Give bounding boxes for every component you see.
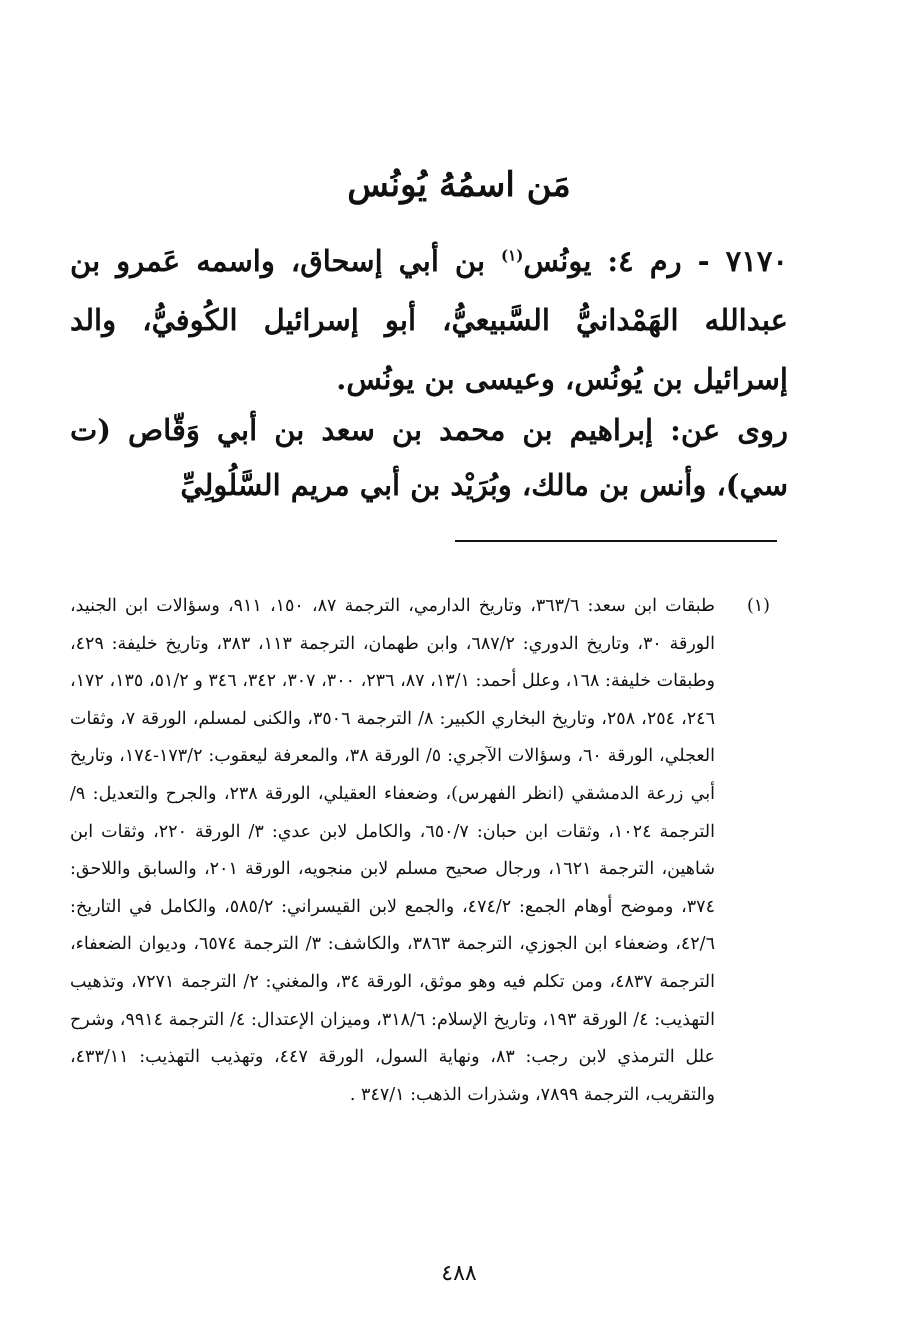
entry-number: ٧١٧٠ [725,244,788,278]
footnote-text: طبقات ابن سعد: ٣٦٣/٦، وتاريخ الدارمي، الترجمة ٨٧، ١٥٠، ٩١١، وسؤالات ابن الجنيد، الورقة ٣٠، وتاريخ الدوري: ٦٨٧/٢، وابن طهمان، الترجمة ١١٣، ٣٨٣، وتاريخ خليفة: ٤٢٩، وطبقات خليفة: ١٦٨، وعلل أحمد: ١٣/١، ٨٧، ٢٣٦، ٣٠٠، ٣٠٧، ٣٤٢، ٣٤٦ و ٥١/٢، ١٣٥، ١٧٢، ٢٤٦، ٢٥٤، ٢٥٨، وتاريخ البخاري الكبير: ٨/ الترجمة ٣٥٠٦، والكنى لمسلم، الورقة ٧، وثقات العجلي، الورقة ٦٠، وسؤالات الآجري: ٥/ الورقة ٣٨، والمعرفة ليعقوب: ١٧٣/٢-١٧٤، وتاريخ أبي زرعة الدمشقي (انظر الفهرس)، وضعفاء العقيلي، الورقة ٢٣٨، والجرح والتعديل: ٩/ الترجمة ١٠٢٤، وثقات ابن حبان: ٦٥٠/٧، والكامل لابن عدي: ٣/ الورقة ٢٢٠، وثقات ابن شاهين، الترجمة ١٦٢١، ورجال صحيح مسلم لابن منجويه، الورقة ٢٠١، والسابق واللاحق: ٣٧٤، وموضح أوهام الجمع: ٤٧٤/٢، والجمع لابن القيسراني: ٥٨٥/٢، والكامل في التاريخ: ٤٢/٦، وضعفاء ابن الجوزي، الترجمة ٣٨٦٣، والكاشف: ٣/ الترجمة ٦٥٧٤، وديوان الضعفاء، الترجمة ٤٨٣٧، ومن تكلم فيه وهو موثق، الورقة ٣٤، والمغني: ٢/ الترجمة ٧٢٧١، وتذهيب التهذيب: ٤/ الورقة ١٩٣، وتاريخ الإسلام: ٣١٨/٦، وميزان الإعتدال: ٤/ الترجمة ٩٩١٤، وشرح علل الترمذي لابن رجب: ٨٣، ونهاية السول، الورقة ٤٤٧، وتهذيب التهذيب: ٤٣٣/١١، والتقريب، الترجمة ٧٨٩٩، وشذرات الذهب: ٣٤٧/١ . [70,596,716,1105]
page-number: ٤٨٨ [441,1261,477,1286]
biography-entry [70,232,788,409]
footnote-marker: (١) [746,596,770,616]
footnote-reference[interactable]: (١) [501,246,524,265]
narrated-from-paragraph: روى عن: إبراهيم بن محمد بن سعد بن أبي وَقّاص (ت سي)، وأنس بن مالك، وبُرَيْد بن أبي مريم السَّلُولِيِّ [70,413,788,502]
footnote [70,588,770,1114]
footnote-separator [455,540,777,542]
section-heading: مَن اسمُهُ يُونُس [347,165,571,205]
entry-text-continued: بن أبي إسحاق، واسمه عَمرو بن عبدالله الهَمْدانيُّ السَّبيعيُّ، أبو إسرائيل الكُوفيُّ، والد إسرائيل بن يُونُس، وعيسى بن يونُس. [70,244,788,396]
entry-text: - رم ٤: يونُس [523,244,726,278]
